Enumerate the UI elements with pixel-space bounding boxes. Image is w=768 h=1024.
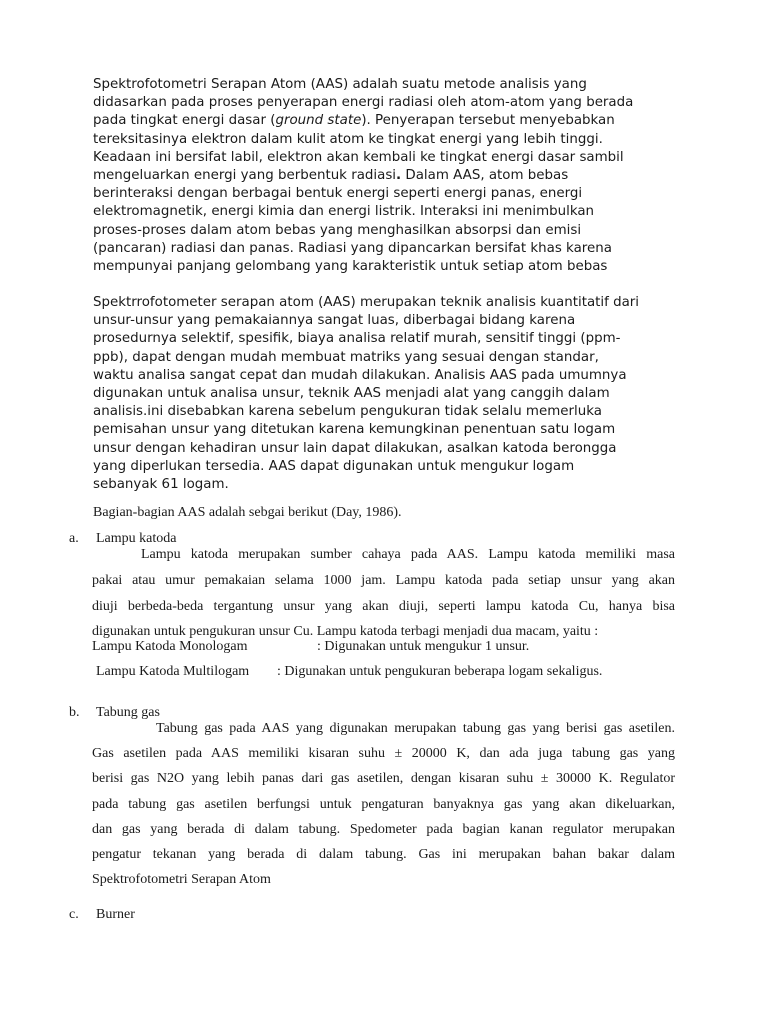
lampu-katoda-line: diuji berbeda-beda tergantung unsur yang akan diuji, seperti lampu katoda Cu, hanya bisa <box>92 599 675 614</box>
lampu-katoda-line: pakai atau umur pemakaian selama 1000 jam. Lampu katoda pada setiap unsur yang akan <box>92 573 675 588</box>
text-line: analisis.ini disebabkan karena sebelum pengukuran tidak selalu memerluka <box>93 404 602 420</box>
list-marker-c: c. <box>69 907 79 922</box>
tabung-gas-line: pengatur tekanan yang berada di dalam tabung. Gas ini merupakan bahan bakar dalam <box>92 847 675 862</box>
text-line: Spektrofotometri Serapan Atom (AAS) adalah suatu metode analisis yang <box>93 77 587 92</box>
text-line: (pancaran) radiasi dan panas. Radiasi yang dipancarkan bersifat khas karena <box>93 240 612 256</box>
lampu-katoda-line: Lampu katoda merupakan sumber cahaya pada AAS. Lampu katoda memiliki masa <box>141 547 675 562</box>
paragraph-aas-definition <box>93 76 668 276</box>
text-line: berinteraksi dengan berbagai bentuk energi seperti energi panas, energi <box>93 186 583 202</box>
lampu-katoda-line: digunakan untuk pengukuran unsur Cu. Lampu katoda terbagi menjadi dua macam, yaitu : <box>92 624 599 639</box>
heading-burner: Burner <box>96 907 135 922</box>
monologam-label: Lampu Katoda Monologam <box>92 639 248 654</box>
monologam-desc: : Digunakan untuk mengukur 1 unsur. <box>317 639 530 654</box>
text-line: sebanyak 61 logam. <box>93 477 229 493</box>
heading-tabung-gas: Tabung gas <box>96 705 160 720</box>
text-line: mengeluarkan energi yang berbentuk radiasi. Dalam AAS, atom bebas <box>93 168 569 184</box>
list-marker-b: b. <box>69 705 80 720</box>
heading-lampu-katoda: Lampu katoda <box>96 531 177 546</box>
text-line: yang diperlukan tersedia. AAS dapat digunakan untuk mengukur logam <box>93 458 575 474</box>
multilogam-desc: : Digunakan untuk pengukuran beberapa logam sekaligus. <box>277 664 603 679</box>
list-marker-a: a. <box>69 531 79 546</box>
text-line: ppb), dapat dengan mudah membuat matriks yang sesuai dengan standar, <box>93 349 599 365</box>
text-line: unsur dengan kehadiran unsur lain dapat dilakukan, asalkan katoda berongga <box>93 440 617 456</box>
tabung-gas-line: berisi gas N2O yang lebih panas dari gas asetilen, dengan kisaran suhu ± 30000 K. Regulator <box>92 771 675 786</box>
text-line: proses-proses dalam atom bebas yang menghasilkan absorpsi dan emisi <box>93 222 582 238</box>
text-line: pemisahan unsur yang ditetukan karena kemungkinan penentuan satu logam <box>93 422 616 438</box>
tabung-gas-line: pada tabung gas asetilen berfungsi untuk pengaturan banyaknya gas yang akan dikeluarkan, <box>92 797 675 812</box>
tabung-gas-line: Gas asetilen pada AAS memiliki kisaran suhu ± 20000 K, dan ada juga tabung gas yang <box>92 746 675 761</box>
text-line: prosedurnya selektif, spesifik, biaya analisa relatif murah, sensitif tinggi (ppm- <box>93 331 621 347</box>
section-intro: Bagian-bagian AAS adalah sebgai berikut (Day, 1986). <box>93 505 402 520</box>
text-line: mempunyai panjang gelombang yang karakteristik untuk setiap atom bebas <box>93 259 608 275</box>
tabung-gas-line: Tabung gas pada AAS yang digunakan merupakan tabung gas yang berisi gas asetilen. <box>156 721 675 736</box>
text-line: Spektrrofotometer serapan atom (AAS) merupakan teknik analisis kuantitatif dari <box>93 295 640 310</box>
text-line: unsur-unsur yang pemakaiannya sangat luas, diberbagai bidang karena <box>93 313 576 329</box>
text-line: tereksitasinya elektron dalam kulit atom ke tingkat energi yang lebih tinggi. <box>93 131 603 147</box>
text-line: digunakan untuk analisa unsur, teknik AAS menjadi alat yang canggih dalam <box>93 386 610 402</box>
paragraph-aas-advantages <box>93 294 668 494</box>
text-line: didasarkan pada proses penyerapan energi radiasi oleh atom-atom yang berada <box>93 95 634 111</box>
text-line: pada tingkat energi dasar (ground state). Penyerapan tersebut menyebabkan <box>93 113 615 129</box>
text-line: elektromagnetik, energi kimia dan energi listrik. Interaksi ini menimbulkan <box>93 204 595 220</box>
tabung-gas-line: dan gas yang berada di dalam tabung. Spedometer pada bagian kanan regulator merupakan <box>92 822 675 837</box>
italic-term: ground state <box>275 113 362 129</box>
text-line: waktu analisa sangat cepat dan mudah dilakukan. Analisis AAS pada umumnya <box>93 367 627 383</box>
multilogam-label: Lampu Katoda Multilogam <box>96 664 250 679</box>
tabung-gas-line: Spektrofotometri Serapan Atom <box>92 872 271 887</box>
text-line: Keadaan ini bersifat labil, elektron akan kembali ke tingkat energi dasar sambil <box>93 149 624 165</box>
